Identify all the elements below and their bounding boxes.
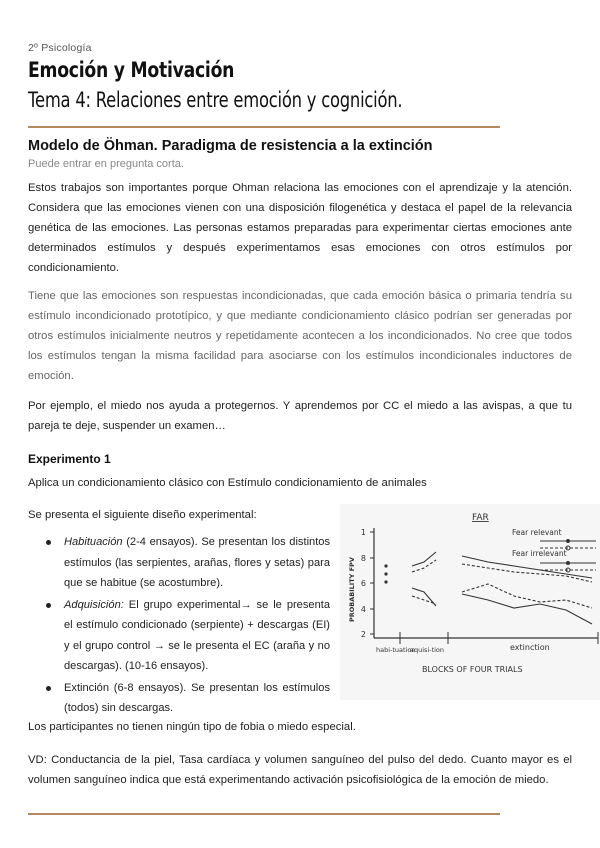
legend-relevant: Fear relevant <box>512 528 562 537</box>
series-acq-relevant <box>412 552 436 566</box>
data-point <box>384 564 387 567</box>
subject-title: Emoción y Motivación <box>28 58 235 82</box>
dependent-variable-note: VD: Conductancia de la piel, Tasa cardíaca y volumen sanguíneo del pulso del dedo. Cuanto mayor es el volumen sanguíneo indica que está experimentando activación psicofisiológica de la emoción de miedo. <box>28 754 572 786</box>
phase-label-extinction: extinction <box>510 643 550 652</box>
bullet-icon <box>46 540 51 545</box>
series-ext-relevant-2 <box>462 564 592 582</box>
series-ext-irrelevant <box>462 594 592 624</box>
legend-marker <box>566 561 570 565</box>
y-tick-label: 2 <box>360 630 366 639</box>
experiment-figure <box>340 504 600 700</box>
topic-title: Tema 4: Relaciones entre emoción y cognición. <box>28 88 403 112</box>
design-list <box>28 532 330 720</box>
experiment-intro: Se presenta el siguiente diseño experimental: <box>28 509 257 521</box>
bottom-divider <box>28 813 500 815</box>
y-tick-label: 8 <box>360 554 366 563</box>
series-ext-irrelevant-2 <box>462 584 592 608</box>
top-divider <box>28 126 500 128</box>
phase-label: Adquisición: <box>64 598 124 611</box>
data-point <box>384 572 387 575</box>
data-point <box>384 580 387 583</box>
y-axis-label: PROBABILITY FPV <box>348 557 356 622</box>
experiment-description: Aplica un condicionamiento clásico con Estímulo condicionamiento de animales <box>28 477 427 489</box>
bullet-icon <box>46 603 51 608</box>
list-item <box>28 532 330 594</box>
phase-text: Extinción (6-8 ensayos). Se presentan los estímulos (todos) sin descargas. <box>64 681 330 714</box>
paragraph-intro: Estos trabajos son importantes porque Ohman relaciona las emociones con el aprendizaje y la atención. Considera que las emociones vienen con una disposición filogenética y destaca el papel de la relevancia genética de las emociones. Las personas estamos preparadas para experimentar ciertas emociones ante determinados estímulos y después experimentamos esas emociones con otros estímulos por condicionamiento. <box>28 182 572 274</box>
x-axis-label: BLOCKS OF FOUR TRIALS <box>422 665 523 674</box>
phase-label: Habituación <box>64 536 123 548</box>
list-item <box>28 678 330 719</box>
series-acq-irrelevant-2 <box>412 596 436 604</box>
figure-graph <box>340 504 600 700</box>
section-title: Modelo de Öhman. Paradigma de resistencia a la extinción <box>28 138 433 154</box>
list-item <box>28 595 330 677</box>
legend-irrelevant: Fear irrelevant <box>512 549 567 558</box>
series-ext-relevant <box>462 556 592 578</box>
phase-label-acquisition: aquisi-tion <box>410 646 445 654</box>
phase-text: (2-4 ensayos). Se presentan los distintos estímulos (las serpientes, arañas, flores y setas) para que se habitue (se acostumbre). <box>64 536 330 589</box>
paragraph-example: Por ejemplo, el miedo nos ayuda a protegernos. Y aprendemos por CC el miedo a las avispas, a que tu pareja te deje, suspender un examen… <box>28 400 572 432</box>
figure-title: FAR <box>472 513 489 523</box>
y-tick-label: 4 <box>360 605 366 614</box>
experiment-title: Experimento 1 <box>28 452 111 466</box>
section-note: Puede entrar en pregunta corta. <box>28 158 184 170</box>
phase-text: El grupo experimental→ se le presenta el estímulo condicionado (serpiente) + descargas (EI) y el grupo control → se le presenta el EC (araña y no descargas). (10-16 ensayos). <box>64 598 330 672</box>
paragraph-theory: Tiene que las emociones son respuestas incondicionadas, que cada emoción básica o primaria tendría su estímulo incondicionado prototípico, y que mediante condicionamiento clásico podrían ser generadas por otros estímulos inicialmente neutros y repetidamente acontecen a los incondicionados. No cree que todos los estímulos tengan la misma facilidad para asociarse con los estímulos incondicionales inductores de emoción. <box>28 290 572 382</box>
legend-marker <box>566 539 570 543</box>
course-label: 2º Psicología <box>28 42 92 54</box>
bullet-icon <box>46 686 51 691</box>
phase-label-habituation: habi-tuation <box>376 646 416 654</box>
y-tick-label: 1 <box>360 528 366 537</box>
y-tick-label: 6 <box>360 579 366 588</box>
participants-note: Los participantes no tienen ningún tipo de fobia o miedo especial. <box>28 721 356 733</box>
